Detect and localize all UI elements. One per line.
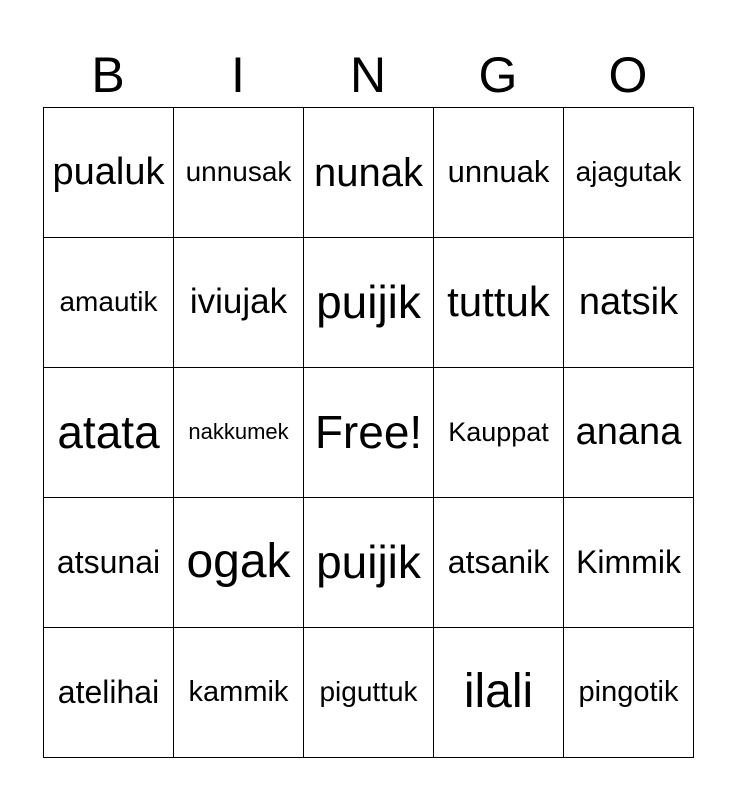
bingo-cell-r1-c4[interactable]: unnuak	[434, 108, 564, 238]
header-letter-b: B	[91, 47, 125, 103]
bingo-cell-r2-c2[interactable]: iviujak	[174, 238, 304, 368]
bingo-cell-r2-c5[interactable]: natsik	[564, 238, 694, 368]
header-letter-g: G	[478, 47, 518, 103]
bingo-free-space[interactable]: Free!	[304, 368, 434, 498]
header-letter-o: O	[608, 47, 648, 103]
bingo-cell-r4-c2[interactable]: ogak	[174, 498, 304, 628]
bingo-cell-r1-c5[interactable]: ajagutak	[564, 108, 694, 238]
bingo-cell-r5-c5[interactable]: pingotik	[564, 628, 694, 758]
bingo-cell-r4-c5[interactable]: Kimmik	[564, 498, 694, 628]
bingo-cell-r3-c5[interactable]: anana	[564, 368, 694, 498]
bingo-cell-r5-c3[interactable]: piguttuk	[304, 628, 434, 758]
bingo-cell-r4-c4[interactable]: atsanik	[434, 498, 564, 628]
bingo-cell-r3-c1[interactable]: atata	[44, 368, 174, 498]
bingo-board	[43, 107, 694, 758]
bingo-cell-r1-c3[interactable]: nunak	[304, 108, 434, 238]
bingo-cell-r5-c2[interactable]: kammik	[174, 628, 304, 758]
bingo-cell-r1-c2[interactable]: unnusak	[174, 108, 304, 238]
bingo-header	[43, 44, 693, 106]
bingo-cell-r2-c4[interactable]: tuttuk	[434, 238, 564, 368]
bingo-cell-r5-c1[interactable]: atelihai	[44, 628, 174, 758]
bingo-cell-r2-c1[interactable]: amautik	[44, 238, 174, 368]
header-letter-n: N	[349, 47, 387, 103]
bingo-cell-r2-c3[interactable]: puijik	[304, 238, 434, 368]
bingo-cell-r3-c4[interactable]: Kauppat	[434, 368, 564, 498]
bingo-cell-r3-c2[interactable]: nakkumek	[174, 368, 304, 498]
bingo-cell-r5-c4[interactable]: ilali	[434, 628, 564, 758]
bingo-cell-r4-c3[interactable]: puijik	[304, 498, 434, 628]
bingo-cell-r1-c1[interactable]: pualuk	[44, 108, 174, 238]
bingo-cell-r4-c1[interactable]: atsunai	[44, 498, 174, 628]
header-letter-i: I	[231, 47, 245, 103]
